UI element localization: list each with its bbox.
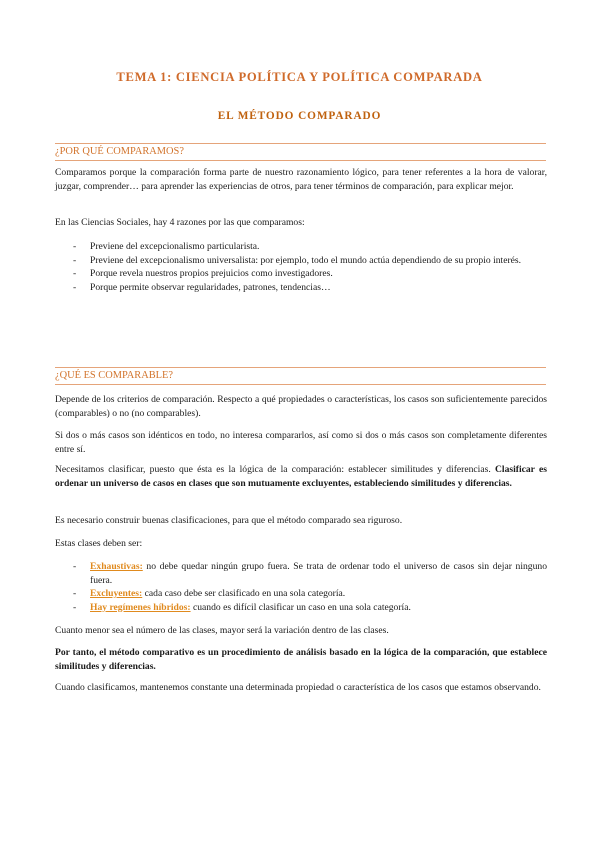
dash-bullet-icon: -	[73, 254, 77, 266]
list-item: - Hay regímenes híbridos: cuando es difícil clasificar un caso en una sola categoría.	[73, 601, 411, 613]
list-item: - Porque permite observar regularidades, patrones, tendencias…	[73, 281, 331, 293]
paragraph: Depende de los criterios de comparación. Respecto a qué propiedades o características, los casos son suficientemente parecidos (comparables) o no (no comparables).	[55, 394, 547, 419]
list-item: - Exhaustivas: no debe quedar ningún grupo fuera. Se trata de ordenar todo el universo de casos sin dejar ninguno fuera.	[73, 561, 547, 586]
class-requirements-list	[55, 560, 547, 614]
document-subtitle: EL MÉTODO COMPARADO	[217, 110, 382, 122]
conclusion-bold: Por tanto, el método comparativo es un procedimiento de análisis basado en la lógica de la comparación, que establece similitudes y diferencias.	[55, 647, 547, 672]
dash-bullet-icon: -	[73, 268, 77, 279]
list-item: - Previene del excepcionalismo particularista.	[73, 241, 260, 252]
paragraph: Si dos o más casos son idénticos en todo, no interesa compararlos, así como si dos o más casos son completamente diferentes entre sí.	[55, 430, 547, 455]
keyword-excluyentes: Excluyentes:	[90, 588, 143, 599]
dash-bullet-icon: -	[73, 601, 77, 613]
paragraph: En las Ciencias Sociales, hay 4 razones por las que comparamos:	[55, 217, 305, 228]
paragraph: Necesitamos clasificar, puesto que ésta es la lógica de la comparación: establecer similitudes y diferencias. Clasificar es ordenar un universo de casos en clases que son mutuamente excluyentes, estableciendo similitudes y diferencias.	[55, 464, 547, 489]
paragraph: Es necesario construir buenas clasificaciones, para que el método comparado sea riguroso.	[55, 515, 403, 526]
list-item: - Previene del excepcionalismo universalista: por ejemplo, todo el mundo actúa dependiendo de su propio interés.	[73, 254, 522, 266]
dash-bullet-icon: -	[73, 561, 77, 572]
dash-bullet-icon: -	[73, 281, 77, 293]
dash-bullet-icon: -	[73, 588, 77, 599]
list-item: - Porque revela nuestros propios prejuicios como investigadores.	[73, 268, 333, 279]
document-title: TEMA 1: CIENCIA POLÍTICA Y POLÍTICA COMPARADA	[116, 70, 483, 84]
paragraph: Cuando clasificamos, mantenemos constante una determinada propiedad o característica de los casos que estamos observando.	[55, 682, 541, 693]
section-heading-why-compare: ¿POR QUÉ COMPARAMOS?	[55, 143, 546, 161]
section-heading-what-is-comparable: ¿QUÉ ES COMPARABLE?	[55, 367, 546, 385]
keyword-regimenes-hibridos: Hay regímenes híbridos:	[90, 601, 191, 613]
paragraph: Comparamos porque la comparación forma parte de nuestro razonamiento lógico, para tener referentes a la hora de valorar, juzgar, comprender… para aprender las experiencias de otros, para tener términos de comparación, para explicar mejor.	[55, 167, 547, 192]
keyword-exhaustivas: Exhaustivas:	[90, 561, 143, 572]
dash-bullet-icon: -	[73, 241, 77, 252]
definition-bold: Clasificar es ordenar un universo de casos en clases que son mutuamente excluyentes, estableciendo similitudes y diferencias.	[55, 464, 547, 489]
reasons-list	[55, 240, 547, 294]
paragraph: Estas clases deben ser:	[55, 538, 143, 549]
paragraph: Cuanto menor sea el número de las clases, mayor será la variación dentro de las clases.	[55, 625, 389, 636]
list-item: - Excluyentes: cada caso debe ser clasificado en una sola categoría.	[73, 588, 346, 599]
